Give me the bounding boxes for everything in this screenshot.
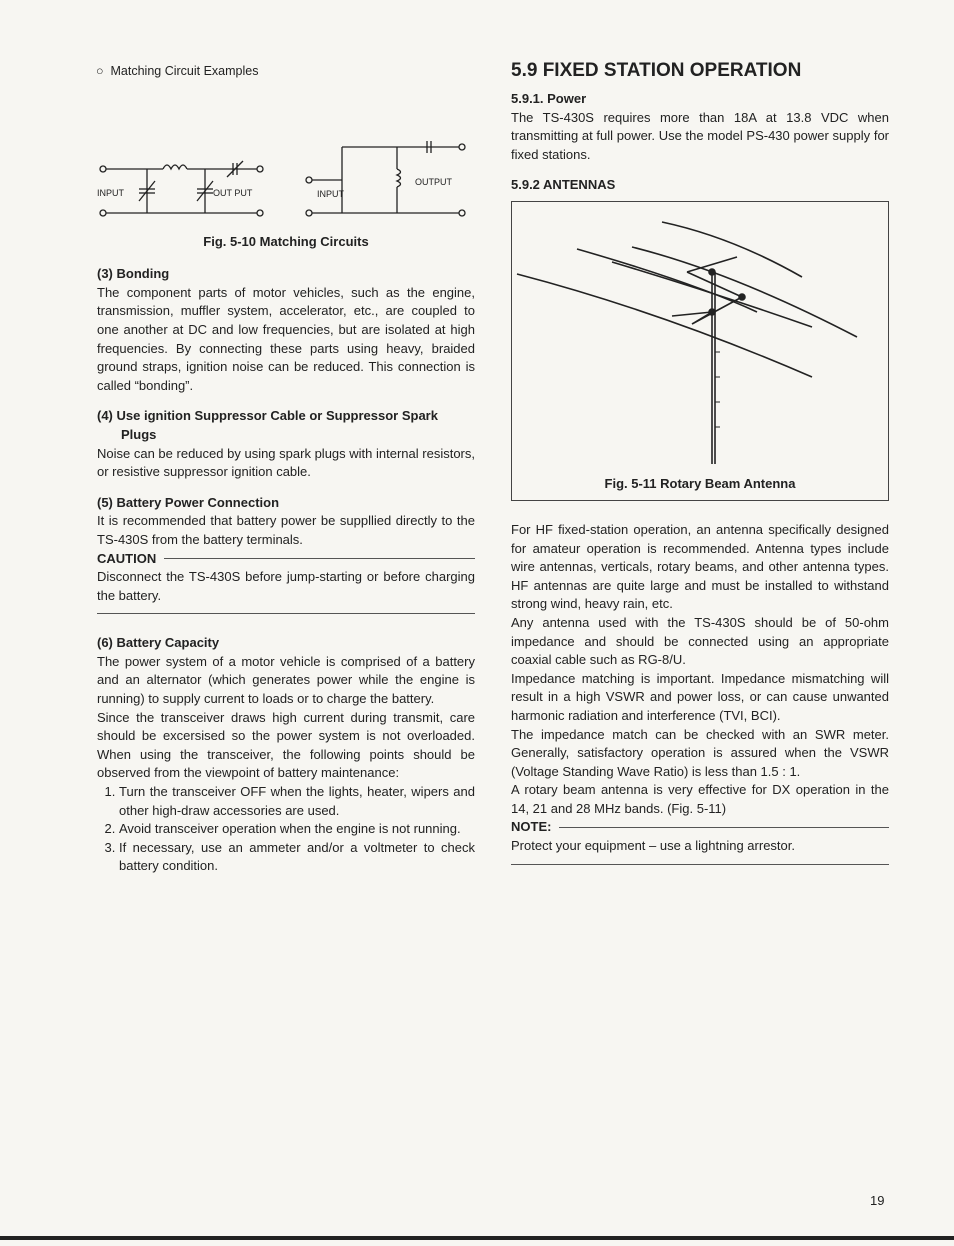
section-title: 5.9 FIXED STATION OPERATION <box>511 60 802 81</box>
power-heading: 5.9.1. Power <box>511 91 587 106</box>
ignition-heading: (4) Use ignition Suppressor Cable or Suppressor Spark Plugs <box>97 408 438 442</box>
bonding-text: The component parts of motor vehicles, such as the engine, transmission, muffler system, accelerator, etc., are coupled to one another at DC and low frequencies, but are isolated at high frequencies. By connecting these parts using heavy, braided ground straps, ignition noise can be reduced. This connection is called “bonding”. <box>97 284 475 393</box>
l-circuit <box>306 141 465 216</box>
output-label-2: OUTPUT <box>415 176 452 187</box>
circle-bullet-icon: ○ <box>96 64 111 78</box>
examples-label-text: Matching Circuit Examples <box>110 64 259 78</box>
battery-tips-list <box>97 783 475 876</box>
right-column <box>511 60 889 869</box>
antenna-paragraph: The impedance match can be checked with an SWR meter. Generally, satisfactory operation is assured when the VSWR (Voltage Standing Wave Ratio) is less than 1.5 : 1. <box>511 726 889 779</box>
battery-capacity-text-2: Since the transceiver draws high current during transmit, care should be excersised so the power system is not overloaded. When using the transceiver, the following points should be observed from the viewpoint of battery maintenance: <box>97 709 475 781</box>
caution-text: Disconnect the TS-430S before jump-starting or before charging the battery. <box>97 569 475 603</box>
pi-circuit <box>97 161 263 216</box>
antenna-paragraph: Impedance matching is important. Impedance mismatching will result in a high VSWR and power loss, or can cause unwanted harmonic radiation and interference (TVI, BCI). <box>511 670 889 723</box>
matching-circuits-diagram <box>97 77 475 227</box>
antenna-paragraph: Any antenna used with the TS-430S should be of 50-ohm impedance and should be connected using an appropriate coaxial cable such as RG-8/U. <box>511 614 889 668</box>
fig-5-11-box <box>511 201 889 501</box>
battery-capacity-heading: (6) Battery Capacity <box>97 635 220 651</box>
list-item: 1. Turn the transceiver OFF when the lights, heater, wipers and other high-draw accessories are used. <box>119 783 475 820</box>
rotary-beam-antenna-drawing <box>512 202 888 472</box>
caution-end-rule <box>97 613 475 614</box>
note-row <box>511 818 889 837</box>
input-label-2: INPUT <box>317 188 344 199</box>
output-label: OUT PUT <box>213 187 253 198</box>
ignition-text: Noise can be reduced by using spark plugs with internal resistors, or resistive suppressor ignition cable. <box>97 445 475 480</box>
page-number: 19 <box>870 1193 885 1208</box>
fig-5-11-caption: Fig. 5-11 Rotary Beam Antenna <box>604 476 796 492</box>
caution-row <box>97 550 475 569</box>
list-item: 3. If necessary, use an ammeter and/or a voltmeter to check battery condition. <box>119 839 475 876</box>
list-item: 2. Avoid transceiver operation when the engine is not running. <box>119 820 475 839</box>
scan-edge <box>0 1236 954 1240</box>
battery-capacity-text-1: The power system of a motor vehicle is comprised of a battery and an alternator (which generates power while the engine is running) to supply current to loads or to charge the battery. <box>97 653 475 707</box>
note-label: NOTE: <box>511 819 552 835</box>
antenna-paragraph: A rotary beam antenna is very effective for DX operation in the 14, 21 and 28 MHz bands. (Fig. 5-11) <box>511 782 889 816</box>
antenna-paragraph: For HF fixed-station operation, an antenna specifically designed for amateur operation is recommended. Antenna types include wire antennas, verticals, rotary beams, and other antenna types. HF antennas are quite large and must be installed to withstand strong wind, heavy rain, etc. <box>511 521 889 612</box>
power-text: The TS-430S requires more than 18A at 13.8 VDC when transmitting at full power. Use the model PS-430 power supply for fixed stations. <box>511 109 889 162</box>
input-label: INPUT <box>97 187 124 198</box>
note-rule <box>559 827 889 828</box>
left-column <box>97 62 475 876</box>
caution-rule <box>164 558 475 559</box>
note-end-rule <box>511 864 889 865</box>
antennas-heading: 5.9.2 ANTENNAS <box>511 177 616 193</box>
battery-power-heading: (5) Battery Power Connection <box>97 494 280 510</box>
battery-power-text: It is recommended that battery power be suppllied directly to the TS-430S from the battery terminals. <box>97 513 475 547</box>
fig-5-10-caption: Fig. 5-10 Matching Circuits <box>203 233 369 249</box>
note-text: Protect your equipment – use a lightning arrestor. <box>511 838 795 854</box>
bonding-heading: (3) Bonding <box>97 266 170 282</box>
caution-label: CAUTION <box>97 550 157 566</box>
